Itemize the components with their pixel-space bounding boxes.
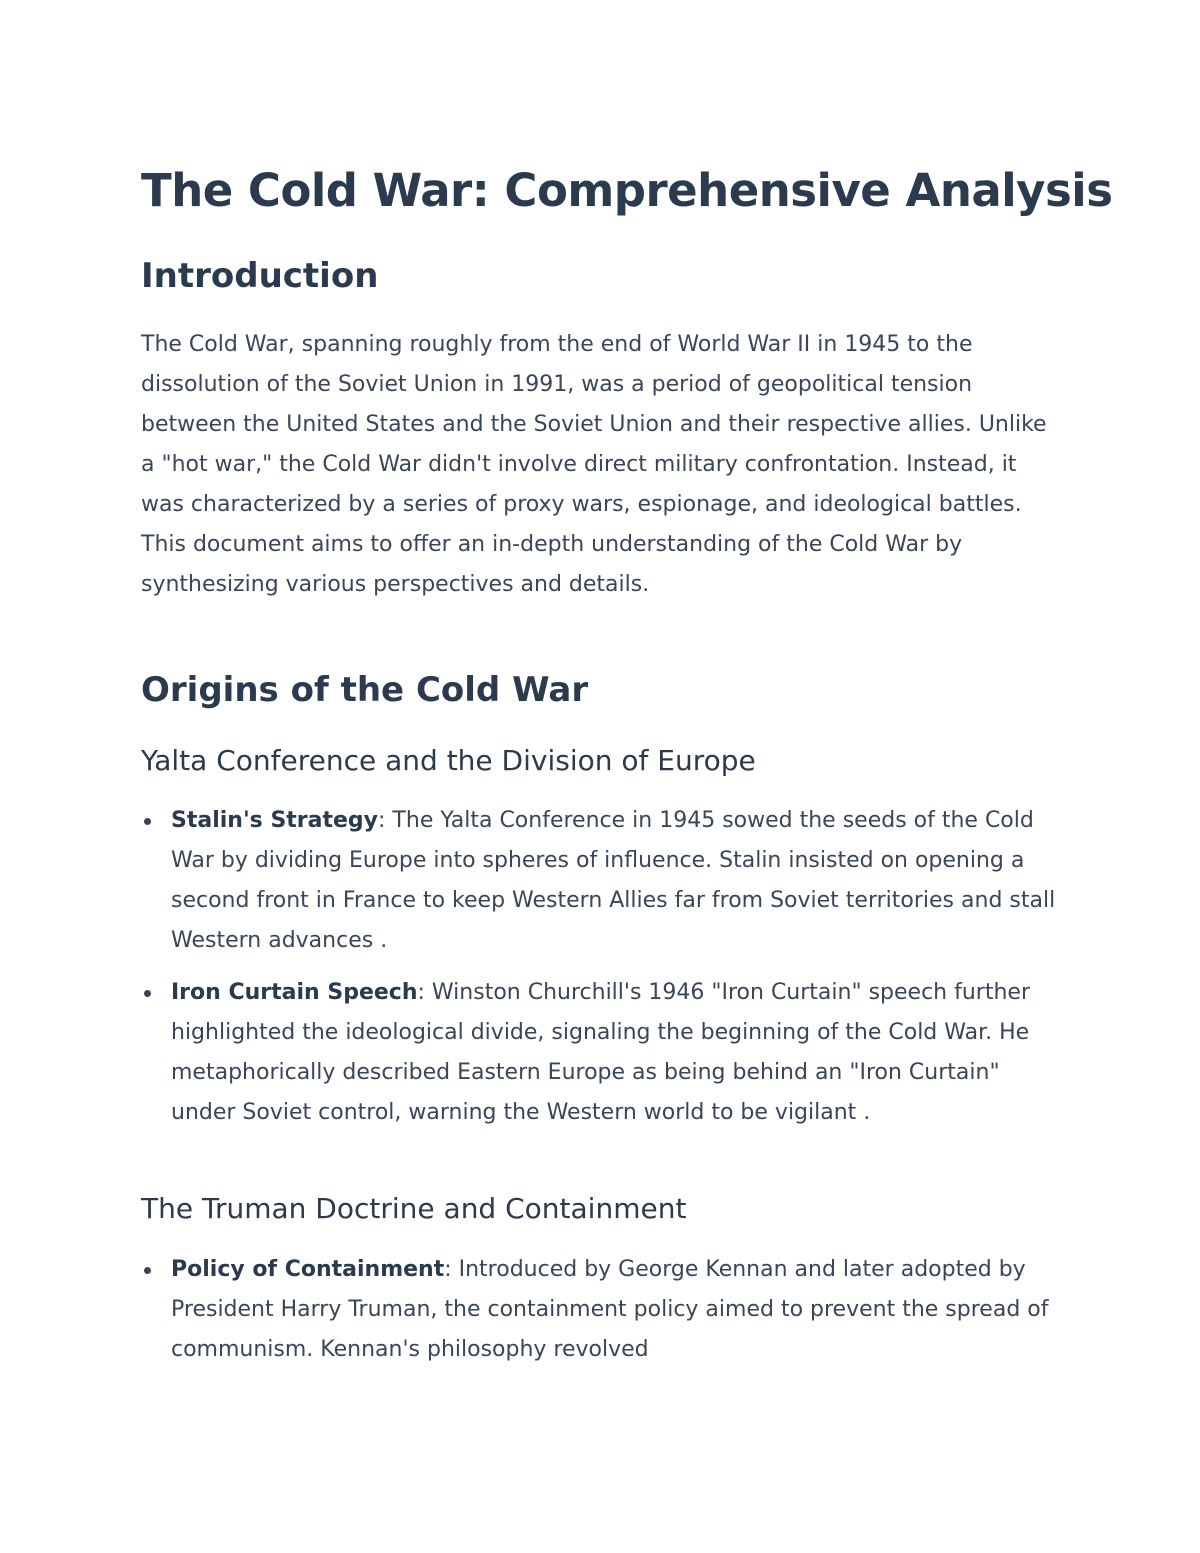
bullet-icon [144,1267,151,1274]
list-item-text: : The Yalta Conference in 1945 sowed the seeds of the Cold War by dividing Europe into spheres of influence. Stalin insisted on opening a second front in France to keep Western Allies far from Soviet territories and stall Western advances . [171,808,1056,953]
list-item-term: Iron Curtain Speech [171,980,418,1005]
list-item-text: : Winston Churchill's 1946 "Iron Curtain" speech further highlighted the ideological divide, signaling the beginning of the Cold War. He metaphorically described Eastern Europe as being behind an "Iron Curtain" under Soviet control, warning the Western world to be vigilant . [171,980,1030,1125]
truman-list [141,1250,1061,1382]
list-item [141,801,1061,961]
yalta-heading: Yalta Conference and the Division of Europe [141,744,756,777]
list-item-term: Policy of Containment [171,1257,445,1282]
introduction-heading: Introduction [141,256,379,296]
introduction-paragraph: The Cold War, spanning roughly from the end of World War II in 1945 to the dissolution of the Soviet Union in 1991, was a period of geopolitical tension between the United States and the Soviet Union and their respective allies. Unlike a "hot war," the Cold War didn't involve direct military confrontation. Instead, it was characterized by a series of proxy wars, espionage, and ideological battles. This document aims to offer an in-depth understanding of the Cold War by synthesizing various perspectives and details. [141,332,1047,597]
list-item [141,1250,1061,1370]
list-item-text: : Introduced by George Kennan and later adopted by President Harry Truman, the containment policy aimed to prevent the spread of communism. Kennan's philosophy revolved [171,1257,1049,1362]
list-item [141,973,1061,1133]
truman-heading: The Truman Doctrine and Containment [141,1192,687,1225]
origins-heading: Origins of the Cold War [141,670,589,710]
list-item-term: Stalin's Strategy [171,808,379,833]
bullet-icon [144,990,151,997]
bullet-icon [144,818,151,825]
yalta-list [141,801,1061,1145]
document-title: The Cold War: Comprehensive Analysis [141,164,1113,217]
